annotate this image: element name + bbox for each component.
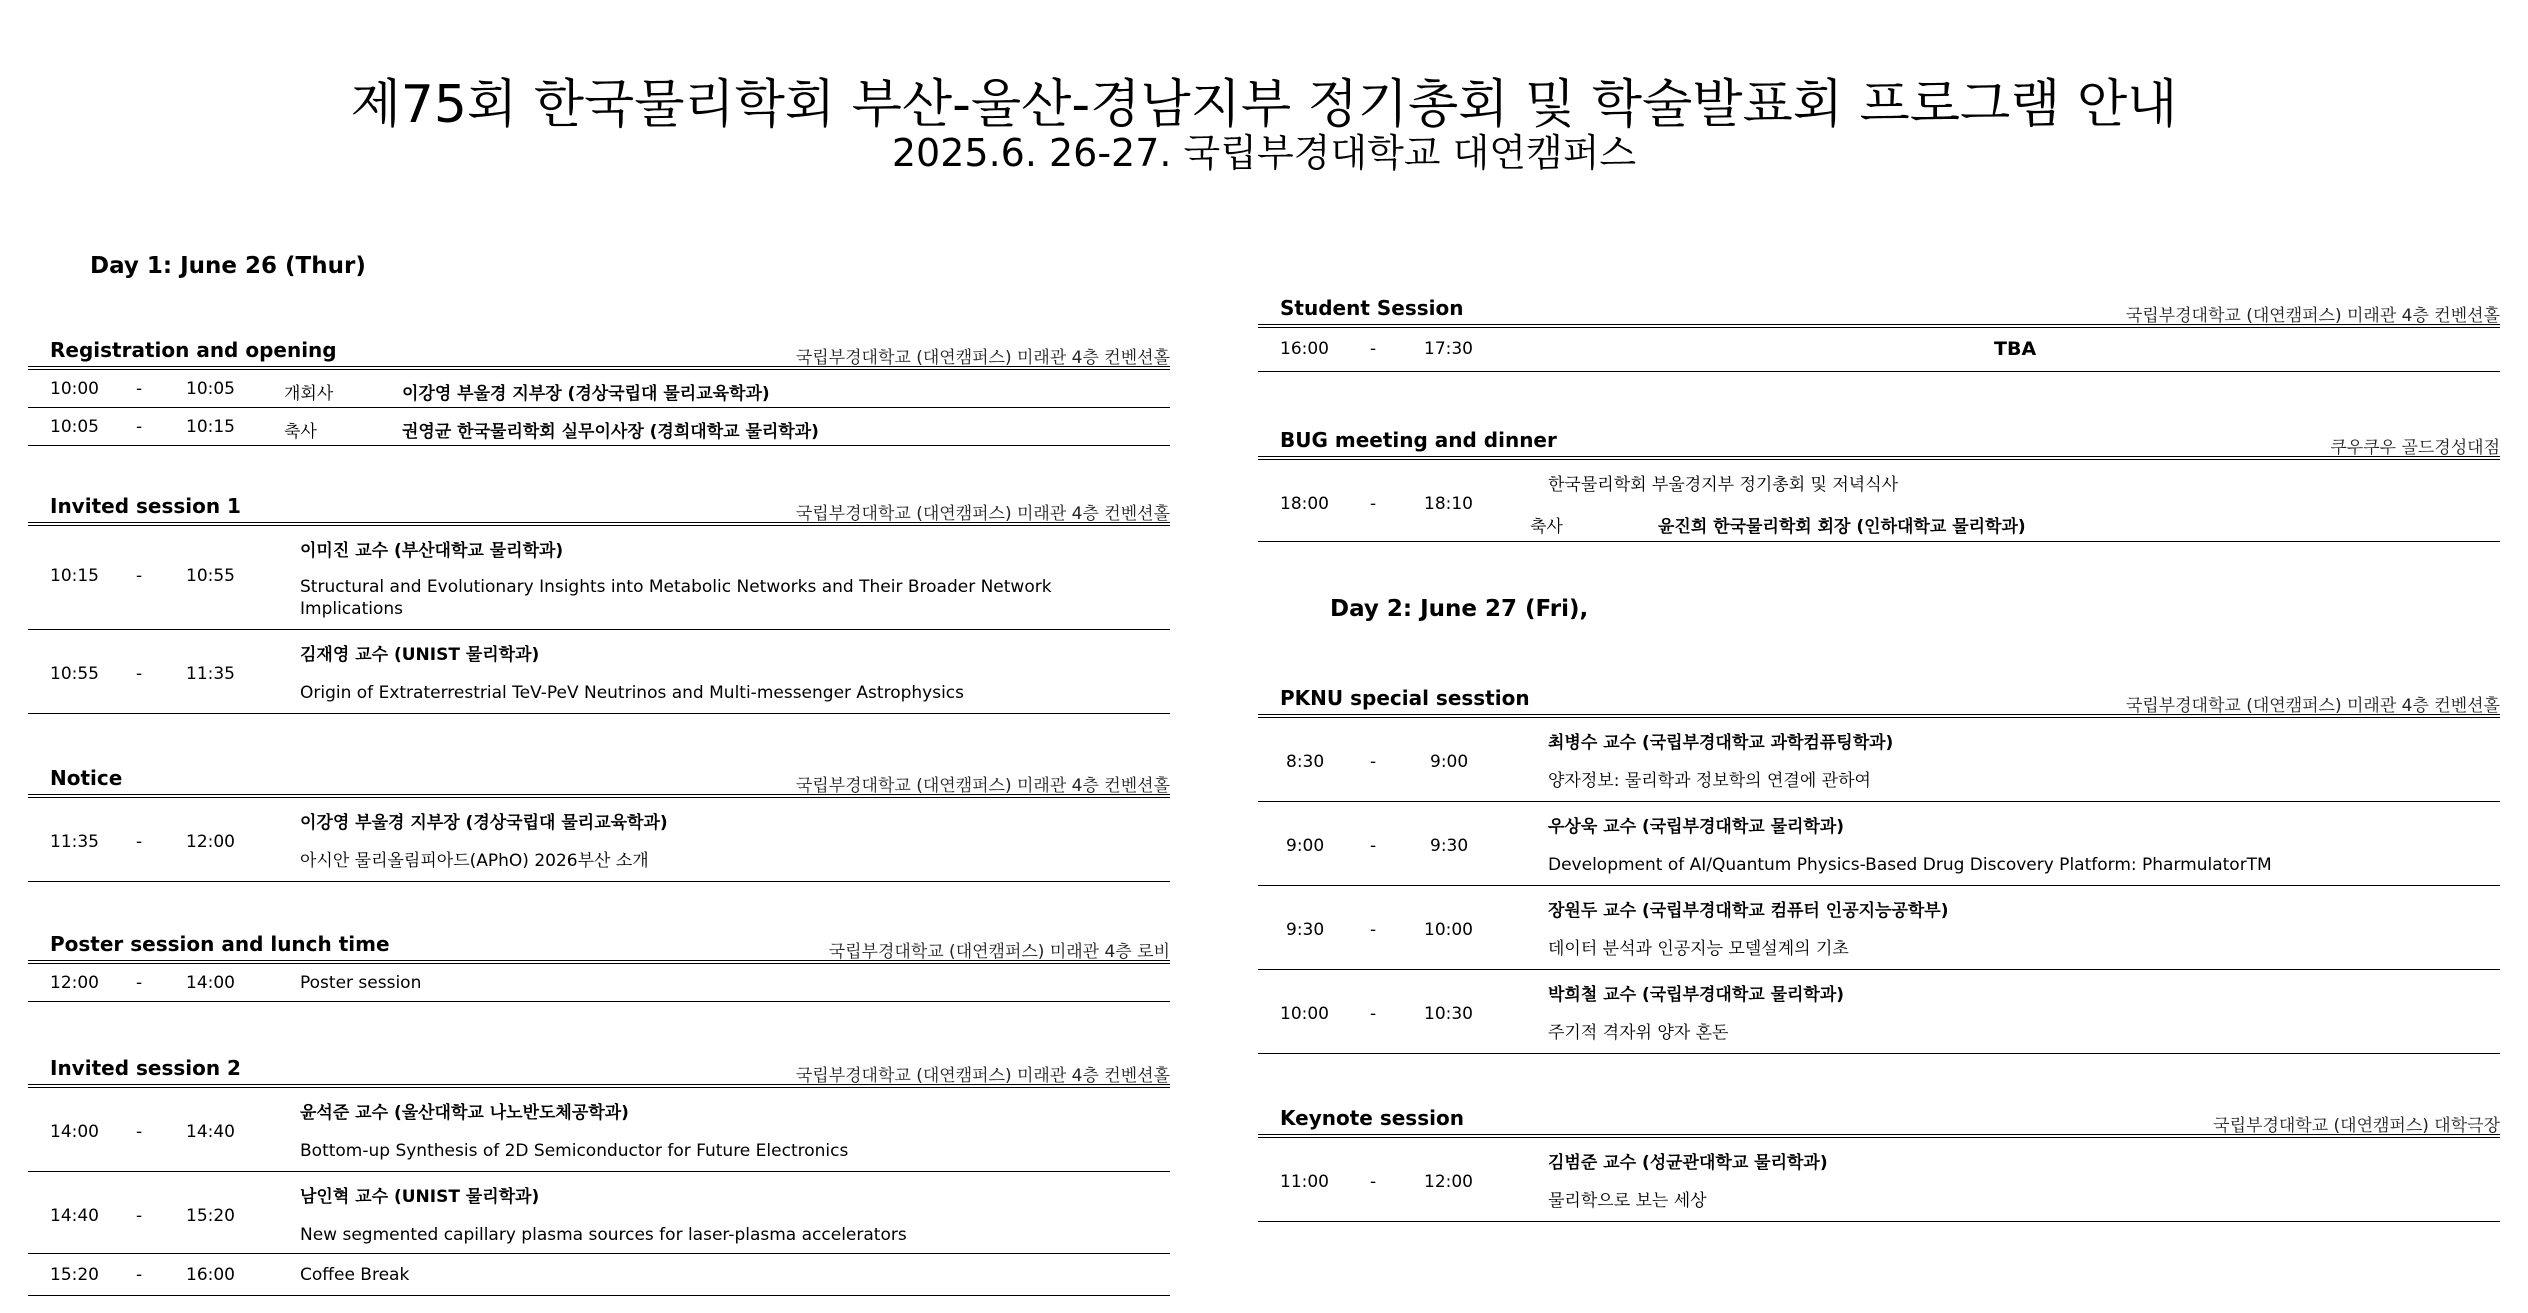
- talk-title: 양자정보: 물리학과 정보학의 연결에 관하여: [1548, 771, 1871, 791]
- table-row: [1258, 802, 2500, 886]
- talk-title: Poster session: [300, 973, 422, 993]
- day1-heading: Day 1: June 26 (Thur): [90, 253, 366, 279]
- section-venue: 국립부경대학교 (대연캠퍼스) 미래관 4층 컨벤션홀: [795, 348, 1170, 368]
- start-time: 12:00: [50, 973, 99, 993]
- speaker-name: 박희철 교수 (국립부경대학교 물리학과): [1548, 985, 1845, 1005]
- talk-title: Development of AI/Quantum Physics-Based Drug Discovery Platform: PharmulatorTM: [1548, 855, 2272, 875]
- talk-title: New segmented capillary plasma sources for laser-plasma accelerators: [300, 1225, 907, 1245]
- start-time: 10:00: [50, 379, 99, 399]
- time-separator: -: [136, 379, 143, 399]
- time-separator: -: [1370, 339, 1377, 359]
- table-row: [28, 798, 1170, 882]
- time-separator: -: [1370, 920, 1377, 940]
- end-time: 10:15: [186, 417, 235, 437]
- speaker-name: 이미진 교수 (부산대학교 물리학과): [300, 541, 564, 561]
- table-row: [28, 1088, 1170, 1172]
- table-row: [28, 408, 1170, 446]
- time-separator: -: [1370, 836, 1377, 856]
- end-time: 18:10: [1424, 494, 1473, 514]
- role-label: 축사: [1530, 517, 1563, 537]
- program-title: 제75회 한국물리학회 부산-울산-경남지부 정기총회 및 학술발표회 프로그램 안내: [350, 75, 2178, 135]
- start-time: 10:00: [1280, 1004, 1329, 1024]
- section-venue: 국립부경대학교 (대연캠퍼스) 미래관 4층 컨벤션홀: [795, 1066, 1170, 1086]
- time-separator: -: [136, 1122, 143, 1142]
- program-subtitle: 2025.6. 26-27. 국립부경대학교 대연캠퍼스: [891, 131, 1637, 175]
- end-time: 9:00: [1430, 752, 1469, 772]
- role-label: 축사: [284, 422, 317, 442]
- talk-title: 물리학으로 보는 세상: [1548, 1191, 1707, 1211]
- section-notice: [28, 762, 1170, 882]
- end-time: 16:00: [186, 1265, 235, 1285]
- end-time: 10:55: [186, 566, 235, 586]
- table-row: [28, 1254, 1170, 1296]
- speaker-name: 김재영 교수 (UNIST 물리학과): [300, 645, 540, 665]
- table-row: [1258, 1138, 2500, 1222]
- time-separator: -: [1370, 494, 1377, 514]
- speaker-name: 김범준 교수 (성균관대학교 물리학과): [1548, 1153, 1828, 1173]
- start-time: 16:00: [1280, 339, 1329, 359]
- speaker-name: 장원두 교수 (국립부경대학교 컴퓨터 인공지능공학부): [1548, 901, 1949, 921]
- end-time: 10:00: [1424, 920, 1473, 940]
- section-student: [1258, 292, 2500, 372]
- speaker-name: 최병수 교수 (국립부경대학교 과학컴퓨팅학과): [1548, 733, 1894, 753]
- talk-title: 데이터 분석과 인공지능 모델설계의 기초: [1548, 939, 1849, 959]
- section-venue: 국립부경대학교 (대연캠퍼스) 미래관 4층 컨벤션홀: [2125, 696, 2500, 716]
- time-separator: -: [1370, 1172, 1377, 1192]
- speaker-name: 윤석준 교수 (울산대학교 나노반도체공학과): [300, 1103, 629, 1123]
- table-row: [1258, 718, 2500, 802]
- table-row: [28, 526, 1170, 630]
- start-time: 10:55: [50, 664, 99, 684]
- section-title: Poster session and lunch time: [50, 932, 390, 956]
- end-time: 12:00: [186, 832, 235, 852]
- section-title: PKNU special sesstion: [1280, 686, 1530, 710]
- time-separator: -: [136, 664, 143, 684]
- talk-title: Coffee Break: [300, 1265, 410, 1285]
- talk-title: TBA: [1994, 338, 2037, 360]
- end-time: 17:30: [1424, 339, 1473, 359]
- section-venue: 국립부경대학교 (대연캠퍼스) 미래관 4층 로비: [828, 942, 1170, 962]
- section-pknu-special: [1258, 682, 2500, 1054]
- end-time: 14:00: [186, 973, 235, 993]
- time-separator: -: [1370, 752, 1377, 772]
- talk-title: Bottom-up Synthesis of 2D Semiconductor for Future Electronics: [300, 1141, 849, 1161]
- time-separator: -: [136, 1206, 143, 1226]
- speaker-name: 윤진희 한국물리학회 회장 (인하대학교 물리학과): [1658, 517, 2026, 537]
- table-row: [1258, 886, 2500, 970]
- speaker-name: 우상욱 교수 (국립부경대학교 물리학과): [1548, 817, 1845, 837]
- table-row: [28, 370, 1170, 408]
- section-venue: 쿠우쿠우 골드경성대점: [2330, 438, 2500, 458]
- section-invited-2: [28, 1052, 1170, 1296]
- speaker-name: 남인혁 교수 (UNIST 물리학과): [300, 1187, 540, 1207]
- time-separator: -: [136, 1265, 143, 1285]
- role-label: 개회사: [284, 384, 334, 404]
- section-venue: 국립부경대학교 (대연캠퍼스) 미래관 4층 컨벤션홀: [2125, 306, 2500, 326]
- event-description: 한국물리학회 부울경지부 정기총회 및 저녁식사: [1548, 475, 1899, 495]
- section-title: Invited session 1: [50, 494, 241, 518]
- section-venue: 국립부경대학교 (대연캠퍼스) 미래관 4층 컨벤션홀: [795, 504, 1170, 524]
- table-row: [1258, 460, 2500, 542]
- time-separator: -: [136, 832, 143, 852]
- table-row: [28, 630, 1170, 714]
- section-venue: 국립부경대학교 (대연캠퍼스) 미래관 4층 컨벤션홀: [795, 776, 1170, 796]
- start-time: 8:30: [1286, 752, 1325, 772]
- section-keynote: [1258, 1102, 2500, 1222]
- section-venue: 국립부경대학교 (대연캠퍼스) 대학극장: [2213, 1116, 2500, 1136]
- end-time: 9:30: [1430, 836, 1469, 856]
- start-time: 14:40: [50, 1206, 99, 1226]
- talk-title: 아시안 물리올림피아드(APhO) 2026부산 소개: [300, 851, 649, 871]
- end-time: 10:30: [1424, 1004, 1473, 1024]
- start-time: 10:15: [50, 566, 99, 586]
- talk-title: Origin of Extraterrestrial TeV-PeV Neutrinos and Multi-messenger Astrophysics: [300, 683, 965, 703]
- end-time: 15:20: [186, 1206, 235, 1226]
- talk-title: 주기적 격자위 양자 혼돈: [1548, 1023, 1729, 1043]
- section-title: BUG meeting and dinner: [1280, 428, 1557, 452]
- day2-heading: Day 2: June 27 (Fri),: [1330, 596, 1589, 622]
- time-separator: -: [1370, 1004, 1377, 1024]
- start-time: 18:00: [1280, 494, 1329, 514]
- time-separator: -: [136, 417, 143, 437]
- speaker-name: 권영균 한국물리학회 실무이사장 (경희대학교 물리학과): [402, 422, 819, 442]
- start-time: 11:35: [50, 832, 99, 852]
- section-title: Notice: [50, 766, 123, 790]
- section-title: Student Session: [1280, 296, 1464, 320]
- section-title: Registration and opening: [50, 338, 337, 362]
- section-poster: [28, 928, 1170, 1002]
- start-time: 11:00: [1280, 1172, 1329, 1192]
- end-time: 14:40: [186, 1122, 235, 1142]
- start-time: 15:20: [50, 1265, 99, 1285]
- end-time: 12:00: [1424, 1172, 1473, 1192]
- section-title: Keynote session: [1280, 1106, 1464, 1130]
- start-time: 9:30: [1286, 920, 1325, 940]
- section-title: Invited session 2: [50, 1056, 241, 1080]
- table-row: [1258, 970, 2500, 1054]
- start-time: 14:00: [50, 1122, 99, 1142]
- section-invited-1: [28, 490, 1170, 714]
- table-row: [28, 1172, 1170, 1254]
- table-row: [28, 964, 1170, 1002]
- section-registration: [28, 334, 1170, 446]
- talk-title: Structural and Evolutionary Insights into Metabolic Networks and Their Broader Network Implications: [300, 577, 1052, 620]
- time-separator: -: [136, 566, 143, 586]
- end-time: 10:05: [186, 379, 235, 399]
- section-bug-meeting: [1258, 424, 2500, 542]
- end-time: 11:35: [186, 664, 235, 684]
- start-time: 9:00: [1286, 836, 1325, 856]
- table-row: [1258, 328, 2500, 372]
- time-separator: -: [136, 973, 143, 993]
- start-time: 10:05: [50, 417, 99, 437]
- speaker-name: 이강영 부울경 지부장 (경상국립대 물리교육학과): [402, 384, 770, 404]
- speaker-name: 이강영 부울경 지부장 (경상국립대 물리교육학과): [300, 813, 668, 833]
